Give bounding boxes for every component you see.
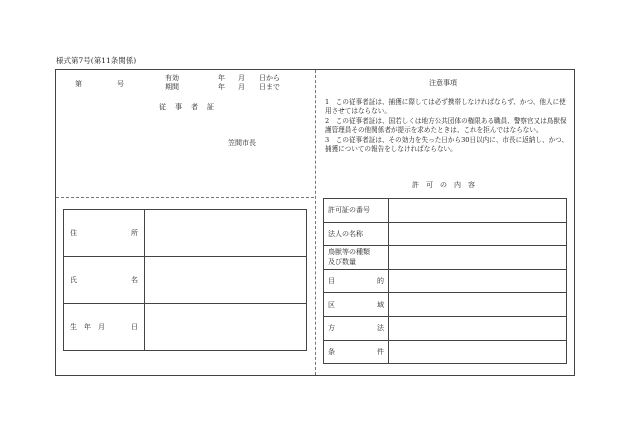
method-label: 方 法 (324, 316, 389, 340)
table-row (64, 257, 307, 304)
area-label: 区 域 (324, 293, 389, 317)
permit-number-label: 許可証の番号 (324, 199, 389, 223)
permit-title: 許 可 の 内 容 (412, 181, 475, 189)
method-value[interactable] (389, 316, 567, 340)
from-year: 年 (218, 74, 225, 82)
number-prefix: 第 (75, 80, 82, 88)
table-row (324, 222, 567, 246)
notes-list (325, 98, 570, 154)
issuer: 笠間市長 (228, 139, 256, 147)
to-year: 年 (218, 83, 225, 91)
table-row (324, 293, 567, 317)
corporation-name-value[interactable] (389, 222, 567, 246)
validity-label-1: 有効 (165, 74, 179, 82)
table-row (324, 340, 567, 364)
to-month: 月 (238, 83, 245, 91)
birthdate-value[interactable] (145, 304, 307, 351)
address-label: 住 所 (64, 210, 145, 257)
permit-table (323, 198, 567, 364)
certificate-title: 従 事 者 証 (159, 103, 215, 111)
birthdate-label: 生 年 月 日 (64, 304, 145, 351)
table-row (64, 304, 307, 351)
notes-title: 注意事項 (429, 79, 457, 87)
permit-number-value[interactable] (389, 199, 567, 223)
corporation-name-label: 法人の名称 (324, 222, 389, 246)
form-number-title: 様式第7号(第11条関係) (56, 56, 137, 65)
conditions-label: 条 件 (324, 340, 389, 364)
number-suffix: 号 (117, 80, 124, 88)
table-row (64, 210, 307, 257)
name-label: 氏 名 (64, 257, 145, 304)
species-quantity-value[interactable] (389, 246, 567, 270)
note-item: 3 この従事者証は、その効力を失った日から30日以内に、市長に返納し、かつ、捕獲についての報告をしなければならない。 (325, 135, 569, 154)
holder-info-table (63, 209, 307, 351)
table-row (324, 199, 567, 223)
purpose-value[interactable] (389, 269, 567, 293)
note-item: 2 この従事者証は、国若しくは地方公共団体の権限ある職員、警察官又は鳥獣保護管理員その他関係者が提示を求めたときは、これを拒んではならない。 (325, 116, 567, 135)
from-day: 日から (259, 74, 280, 82)
note-item: 1 この従事者証は、捕獲に際しては必ず携帯しなければならず、かつ、他人に使用させてはならない。 (325, 98, 566, 116)
species-quantity-label: 鳥獣等の種類 及び数量 (324, 246, 389, 270)
table-row (324, 269, 567, 293)
table-row (324, 246, 567, 270)
table-row (324, 316, 567, 340)
to-day: 日まで (259, 83, 280, 91)
address-value[interactable] (145, 210, 307, 257)
center-fold-line (315, 70, 316, 375)
validity-label-2: 期間 (165, 83, 179, 91)
name-value[interactable] (145, 257, 307, 304)
conditions-value[interactable] (389, 340, 567, 364)
purpose-label: 目 的 (324, 269, 389, 293)
front-fold-line (56, 197, 314, 198)
area-value[interactable] (389, 293, 567, 317)
from-month: 月 (238, 74, 245, 82)
